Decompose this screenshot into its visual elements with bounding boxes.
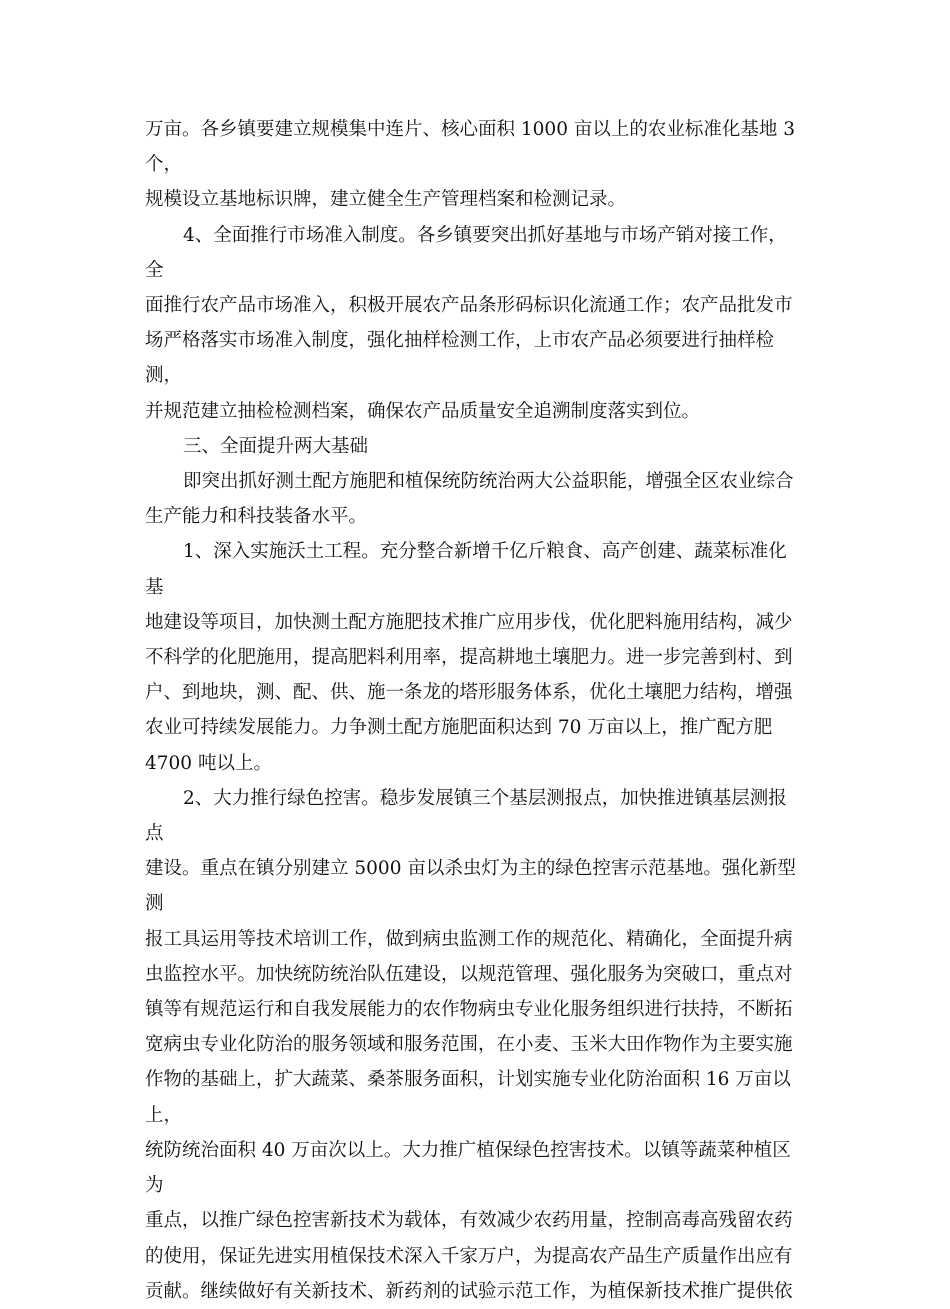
text-line: 贡献。继续做好有关新技术、新药剂的试验示范工作，为植保新技术推广提供依	[145, 1280, 793, 1302]
text-line: 报工具运用等技术培训工作，做到病虫监测工作的规范化、精确化，全面提升病	[145, 928, 793, 950]
text-line: 的使用，保证先进实用植保技术深入千家万户，为提高农产品生产质量作出应有	[145, 1245, 793, 1267]
text-line: 不科学的化肥施用，提高肥料利用率，提高耕地土壤肥力。进一步完善到村、到	[145, 647, 793, 669]
text-line: 1、深入实施沃土工程。充分整合新增千亿斤粮食、高产创建、蔬菜标准化基	[145, 541, 787, 598]
text-line: 2、大力推行绿色控害。稳步发展镇三个基层测报点，加快推进镇基层测报点	[145, 787, 787, 845]
text-line: 统防统治面积 40 万亩次以上。大力推广植保绿色控害技术。以镇等蔬菜种植区为	[145, 1139, 791, 1197]
text-line: 宽病虫专业化防治的服务领域和服务范围，在小麦、玉米大田作物作为主要实施	[145, 1034, 793, 1056]
text-line: 并规范建立抽检检测档案，确保农产品质量安全追溯制度落实到位。	[145, 400, 701, 422]
text-line: 三、全面提升两大基础	[183, 435, 369, 457]
text-line: 万亩。各乡镇要建立规模集中连片、核心面积 1000 亩以上的农业标准化基地 3 个，	[145, 119, 795, 176]
text-line: 即突出抓好测土配方施肥和植保统防统治两大公益职能，增强全区农业综合	[183, 471, 794, 493]
paragraph	[145, 534, 805, 780]
text-line: 农业可持续发展能力。力争测土配方施肥面积达到 70 万亩以上，推广配方肥	[145, 717, 773, 739]
text-line: 4、全面推行市场准入制度。各乡镇要突出抓好基地与市场产销对接工作，全	[145, 224, 787, 281]
text-line: 建设。重点在镇分别建立 5000 亩以杀虫灯为主的绿色控害示范基地。强化新型测	[145, 858, 796, 915]
text-line: 重点，以推广绿色控害新技术为载体，有效减少农药用量，控制高毒高残留农药	[145, 1210, 793, 1232]
text-line: 4700 吨以上。	[145, 752, 272, 774]
text-line: 规模设立基地标识牌，建立健全生产管理档案和检测记录。	[145, 189, 627, 211]
text-line: 地建设等项目，加快测土配方施肥技术推广应用步伐，优化肥料施用结构，减少	[145, 611, 793, 633]
paragraph	[145, 429, 805, 464]
document-body	[145, 112, 805, 1309]
text-line: 面推行农产品市场准入，积极开展农产品条形码标识化流通工作；农产品批发市	[145, 295, 793, 317]
paragraph	[145, 218, 805, 429]
text-line: 生产能力和科技装备水平。	[145, 506, 368, 528]
text-line: 场严格落实市场准入制度，强化抽样检测工作，上市农产品必须要进行抽样检测，	[145, 330, 775, 387]
text-line: 户、到地块，测、配、供、施一条龙的塔形服务体系，优化土壤肥力结构，增强	[145, 682, 793, 704]
paragraph	[145, 464, 805, 534]
text-line: 虫监控水平。加快统防统治队伍建设，以规范管理、强化服务为突破口，重点对	[145, 963, 793, 985]
text-line: 镇等有规范运行和自我发展能力的农作物病虫专业化服务组织进行扶持，不断拓	[145, 999, 793, 1021]
text-line: 作物的基础上，扩大蔬菜、桑茶服务面积，计划实施专业化防治面积 16 万亩以上，	[145, 1069, 791, 1126]
paragraph	[145, 112, 805, 218]
